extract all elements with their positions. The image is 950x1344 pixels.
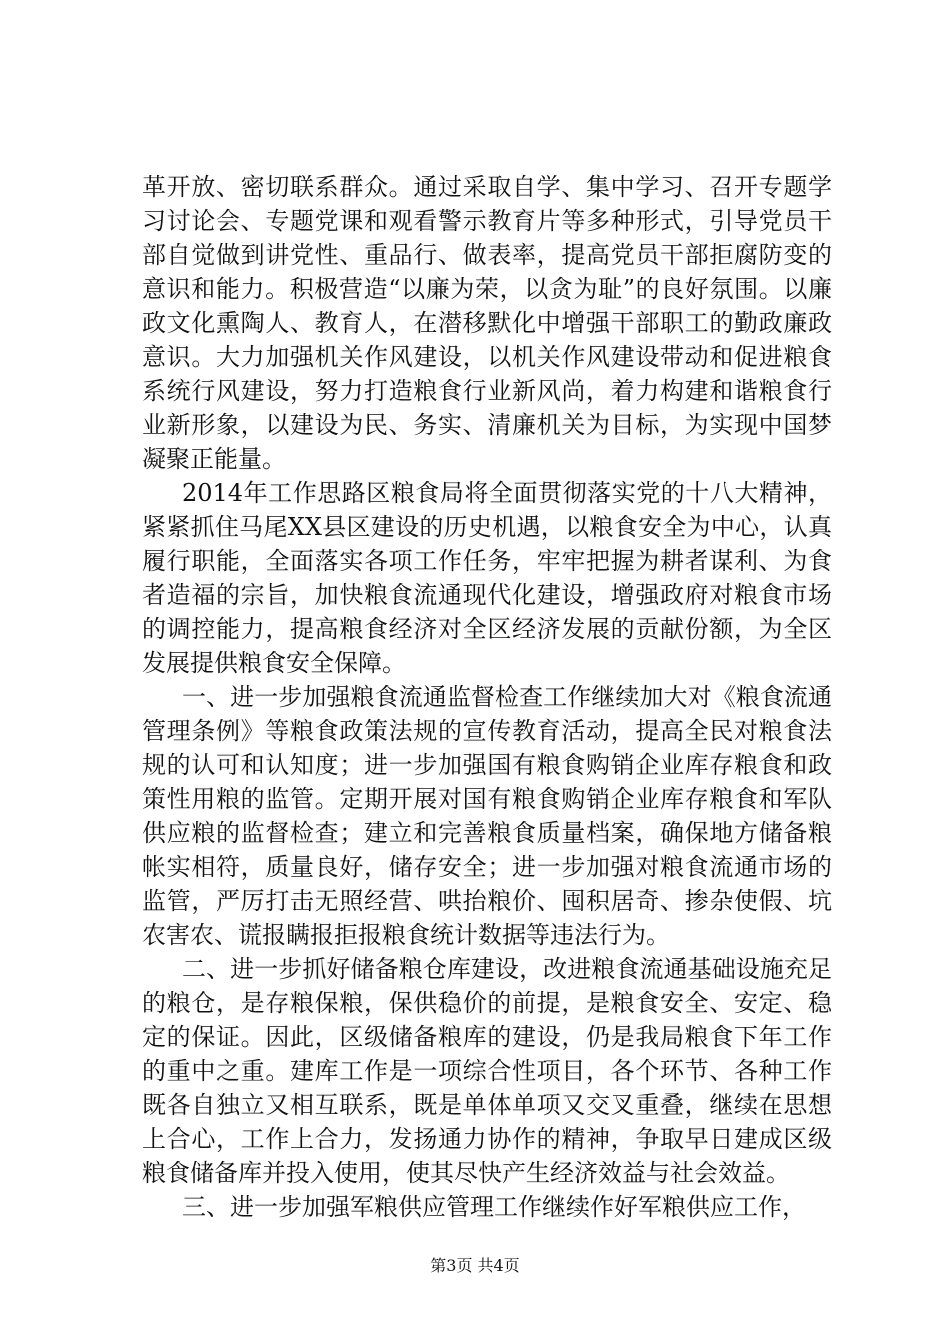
- paragraph-1: 革开放、密切联系群众。通过采取自学、集中学习、召开专题学习讨论会、专题党课和观看警示教育片等多种形式，引导党员干部自觉做到讲党性、重品行、做表率，提高党员干部拒腐防变的意识和能力。积极营造“以廉为荣，以贪为耻”的良好氛围。以廉政文化熏陶人、教育人，在潜移默化中增强干部职工的勤政廉政意识。大力加强机关作风建设，以机关作风建设带动和促进粮食系统行风建设，努力打造粮食行业新风尚，着力构建和谐粮食行业新形象，以建设为民、务实、清廉机关为目标，为实现中国梦凝聚正能量。: [142, 173, 832, 473]
- paragraph-3: 一、进一步加强粮食流通监督检查工作继续加大对《粮食流通管理条例》等粮食政策法规的宣传教育活动，提高全民对粮食法规的认可和认知度；进一步加强国有粮食购销企业库存粮食和政策性用粮的监管。定期开展对国有粮食购销企业库存粮食和军队供应粮的监督检查；建立和完善粮食质量档案，确保地方储备粮帐实相符，质量良好，储存安全；进一步加强对粮食流通市场的监管，严厉打击无照经营、哄抬粮价、囤积居奇、掺杂使假、坑农害农、谎报瞒报拒报粮食统计数据等违法行为。: [142, 683, 832, 949]
- page-footer: 第3页 共4页: [430, 1256, 520, 1275]
- paragraph-4: 二、进一步抓好储备粮仓库建设，改进粮食流通基础设施充足的粮仓，是存粮保粮，保供稳价的前提，是粮食安全、安定、稳定的保证。因此，区级储备粮库的建设，仍是我局粮食下年工作的重中之重。建库工作是一项综合性项目，各个环节、各种工作既各自独立又相互联系，既是单体单项又交叉重叠，继续在思想上合心，工作上合力，发扬通力协作的精神，争取早日建成区级粮食储备库并投入使用，使其尽快产生经济效益与社会效益。: [142, 955, 832, 1187]
- paragraph-5: 三、进一步加强军粮供应管理工作继续作好军粮供应工作，: [182, 1193, 806, 1221]
- paragraph-2: 2014年工作思路区粮食局将全面贯彻落实党的十八大精神，紧紧抓住马尾XX县区建设的历史机遇，以粮食安全为中心，认真履行职能，全面落实各项工作任务，牢牢把握为耕者谋利、为食者造福的宗旨，加快粮食流通现代化建设，增强政府对粮食市场的调控能力，提高粮食经济对全区经济发展的贡献份额，为全区发展提供粮食安全保障。: [142, 479, 832, 677]
- document-body: [142, 170, 832, 1224]
